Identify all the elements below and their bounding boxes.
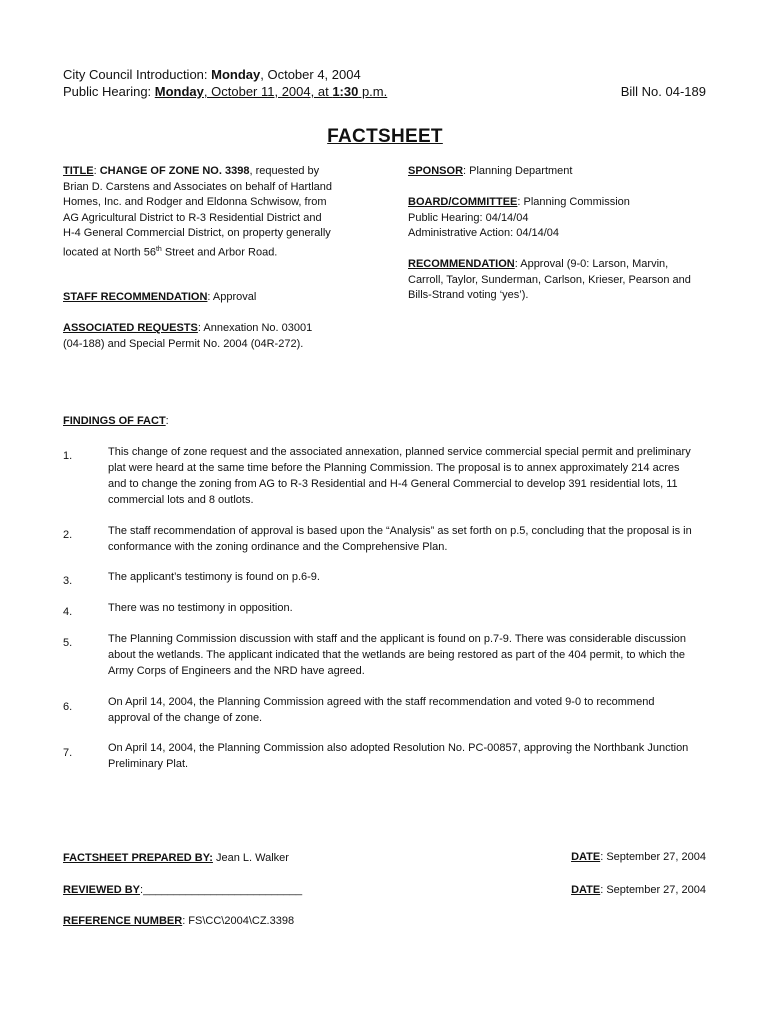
recommendation: RECOMMENDATION: Approval (9-0: Larson, Marvin, Carroll, Taylor, Sunderman, Carlson, Krieser, Pearson and Bills-Strand voting ‘yes’). [408, 258, 691, 301]
finding-num-4: 4. [63, 606, 73, 618]
finding-text-4: There was no testimony in opposition. [108, 602, 293, 614]
sponsor: SPONSOR: Planning Department [408, 165, 573, 177]
associated-requests: ASSOCIATED REQUESTS: Annexation No. 03001 (04-188) and Special Permit No. 2004 (04R-272). [63, 322, 313, 350]
public-hearing-line: Public Hearing: 04/14/04 [408, 211, 529, 224]
reviewed-by: REVIEWED BY:__________________________ [63, 884, 303, 896]
reference-number: REFERENCE NUMBER: FS\CC\2004\CZ.3398 [63, 915, 295, 927]
prepared-by: FACTSHEET PREPARED BY: Jean L. Walker [63, 852, 289, 864]
staff-recommendation: STAFF RECOMMENDATION: Approval [63, 291, 257, 303]
finding-num-2: 2. [63, 529, 73, 541]
finding-text-6: On April 14, 2004, the Planning Commission agreed with the staff recommendation and voted 9-0 to recommend approval of the change of zone. [108, 696, 655, 724]
finding-text-1: This change of zone request and the associated annexation, planned service commercial special permit and preliminary plat were heard at the same time before the Planning Commission. The proposal is to annex approximately 214 acres and to change the zoning from AG to R-3 Residential and H-4 General Commercial to develop 391 residential lots, 11 commercial lots and 8 outlots. [108, 446, 691, 506]
finding-text-2: The staff recommendation of approval is based upon the “Analysis” as set forth on p.5, concluding that the proposal is in conformance with the zoning ordinance and the Comprehensive Plan. [108, 525, 692, 553]
finding-text-5: The Planning Commission discussion with staff and the applicant is found on p.7-9. There was considerable discussion about the wetlands. The applicant indicated that the wetlands are being restored as part of the 404 permit, to which the Army Corps of Engineers and the NRD have agreed. [108, 633, 687, 677]
findings-heading: FINDINGS OF FACT: [63, 415, 169, 427]
finding-text-3: The applicant’s testimony is found on p.6-9. [108, 571, 320, 583]
finding-num-3: 3. [63, 575, 73, 587]
finding-num-7: 7. [63, 747, 73, 759]
title-block: TITLE: CHANGE OF ZONE NO. 3398, requested by Brian D. Carstens and Associates on behalf of Hartland Homes, Inc. and Rodger and Eldonna Schwisow, from AG Agricultural District to R-3 Residential District and H-4 General Commercial District, on property generally located at North 56th Street and Arbor Road. [63, 165, 333, 259]
bill-number: Bill No. 04-189 [620, 84, 706, 99]
finding-num-5: 5. [63, 637, 73, 649]
council-introduction: City Council Introduction: Monday, October 4, 2004 [63, 67, 361, 82]
prepared-date: DATE: September 27, 2004 [571, 851, 706, 863]
finding-num-6: 6. [63, 701, 73, 713]
page-title: FACTSHEET [327, 126, 443, 147]
reviewed-date: DATE: September 27, 2004 [571, 884, 706, 896]
board-committee: BOARD/COMMITTEE: Planning Commission Public Hearing: 04/14/04 Administrative Action: 04/14/04 [408, 195, 708, 242]
public-hearing-date: Public Hearing: Monday, October 11, 2004, at 1:30 p.m. [63, 84, 388, 99]
finding-text-7: On April 14, 2004, the Planning Commission also adopted Resolution No. PC-00857, approving the Northbank Junction Preliminary Plat. [108, 742, 689, 770]
finding-num-1: 1. [63, 450, 73, 462]
administrative-action-line: Administrative Action: 04/14/04 [408, 227, 560, 239]
